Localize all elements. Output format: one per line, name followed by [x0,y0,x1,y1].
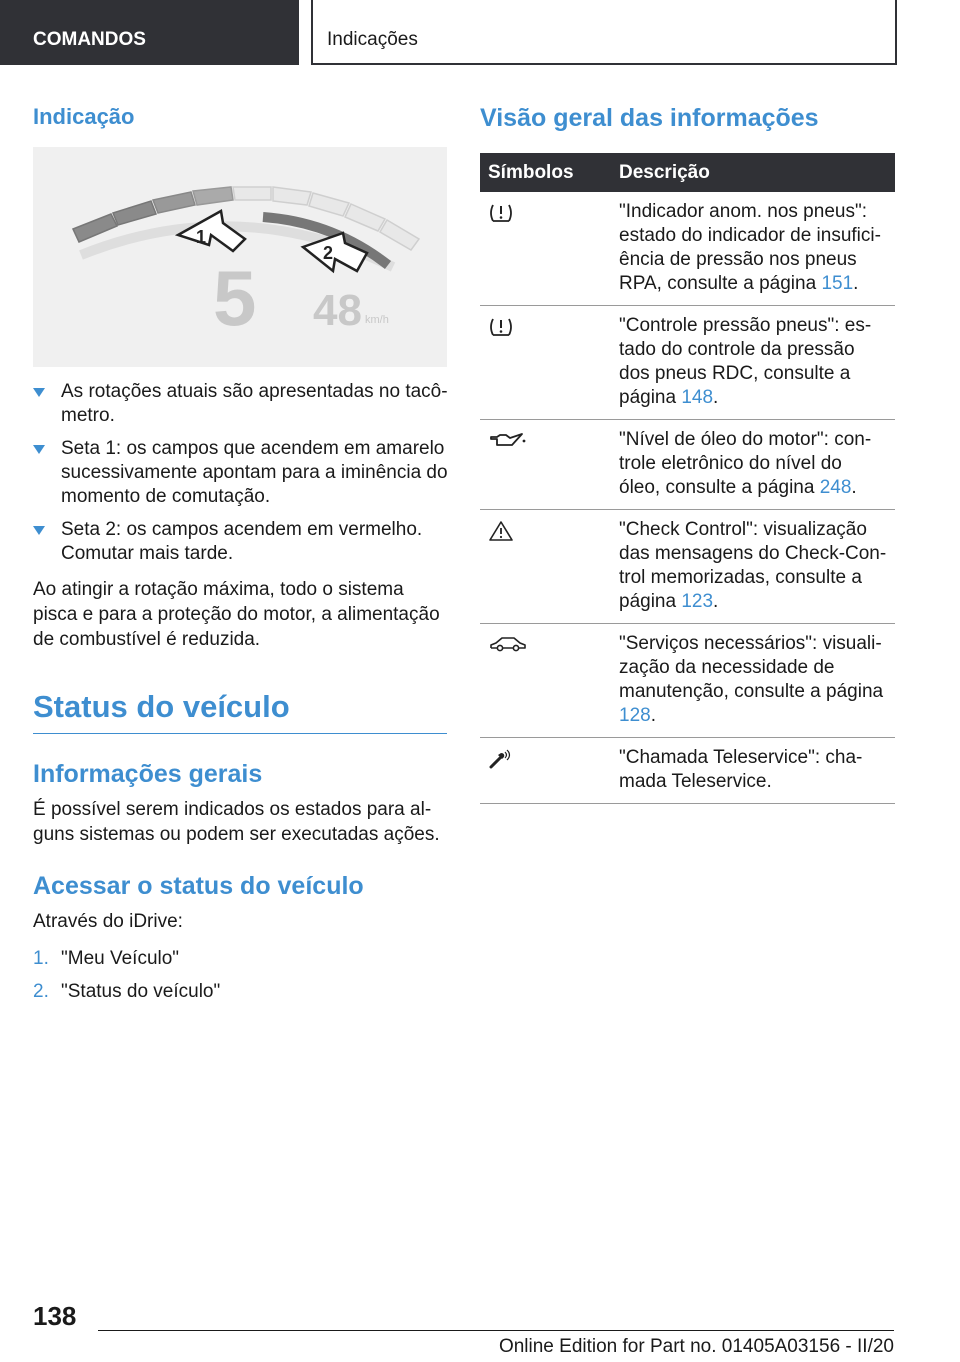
table-header-row [480,153,895,192]
svg-text:1: 1 [196,227,207,247]
column-header-simbolos: Símbolos [480,153,611,192]
general-info-text: É possível serem indicados os estados para alguns sistemas ou podem ser executadas ações. [33,799,440,845]
section-title: COMANDOS [33,29,146,50]
subheading-indicacao: Indicação [33,104,135,129]
list-item: Seta 1: os campos que acendem em amarelo sucessivamente apontam para a iminência do momento de comutação. [33,437,449,509]
access-steps [33,947,220,1013]
page-number: 138 [33,1301,77,1331]
page-link[interactable]: 123 [681,591,714,612]
page-link[interactable]: 151 [821,273,854,294]
chapter-tab [311,0,897,65]
triangle-bullet-icon [33,388,45,397]
table-row: "Controle pressão pneus": estado do controle da pressão dos pneus RDC, consulte a página 148. [480,306,895,420]
oil-can-icon [488,430,528,450]
page-link[interactable]: 148 [681,387,714,408]
triangle-bullet-icon [33,526,45,535]
heading-informacoes-gerais: Informações gerais [33,760,263,788]
list-item: As rotações atuais são apresentadas no tacômetro. [33,380,449,428]
car-service-icon [488,634,528,654]
tire-pressure-icon [488,202,514,224]
triangle-bullet-icon [33,445,45,454]
list-item: 1. "Meu Veículo" [33,948,180,969]
warning-triangle-icon [488,520,514,542]
speed-unit: km/h [365,314,389,326]
table-row: "Chamada Teleservice": chamada Teleservice. [480,738,895,804]
table-row: "Check Control": visualização das mensagens do Check-Control memorizadas, consulte a página 123. [480,510,895,624]
speed-indicator: 48 [313,286,362,335]
column-header-descricao: Descrição [611,153,895,192]
access-text: Através do iDrive: [33,911,183,932]
teleservice-wrench-icon [488,748,514,770]
arrow-1-icon [178,211,245,251]
tire-pressure-icon [488,316,514,338]
table-row: "Serviços necessários": visualização da necessidade de manutenção, consulte a página 128. [480,624,895,738]
chapter-title: Indicações [327,29,418,50]
main-heading: Status do veículo [33,689,447,734]
tachometer-figure [33,147,447,367]
heading-visao-geral: Visão geral das informações [480,104,819,132]
table-row: "Nível de óleo do motor": controle eletrônico do nível do óleo, consulte a página 248. [480,420,895,510]
rpm-paragraph: Ao atingir a rotação máxima, todo o sistema pisca e para a proteção do motor, a alimentação de combustível é reduzida. [33,579,440,650]
list-item: 2. "Status do veículo" [33,981,221,1002]
svg-text:2: 2 [323,243,334,263]
edition-note: Online Edition for Part no. 01405A03156 - II/20 [498,1336,894,1357]
table-row: "Indicador anom. nos pneus": estado do indicador de insuficiência de pressão nos pneus RPA, consulte a página 151. [480,192,895,306]
page-link[interactable]: 248 [819,477,852,498]
tachometer-bullets [33,380,449,575]
tachometer-illustration [33,147,447,367]
heading-acessar-status: Acessar o status do veículo [33,872,364,900]
section-tab [0,0,299,65]
page-link[interactable]: 128 [619,705,651,726]
list-item: Seta 2: os campos acendem em vermelho. Comutar mais tarde. [33,518,449,566]
gear-indicator: 5 [213,254,257,342]
footer-divider [98,1330,894,1331]
info-table [480,153,895,804]
